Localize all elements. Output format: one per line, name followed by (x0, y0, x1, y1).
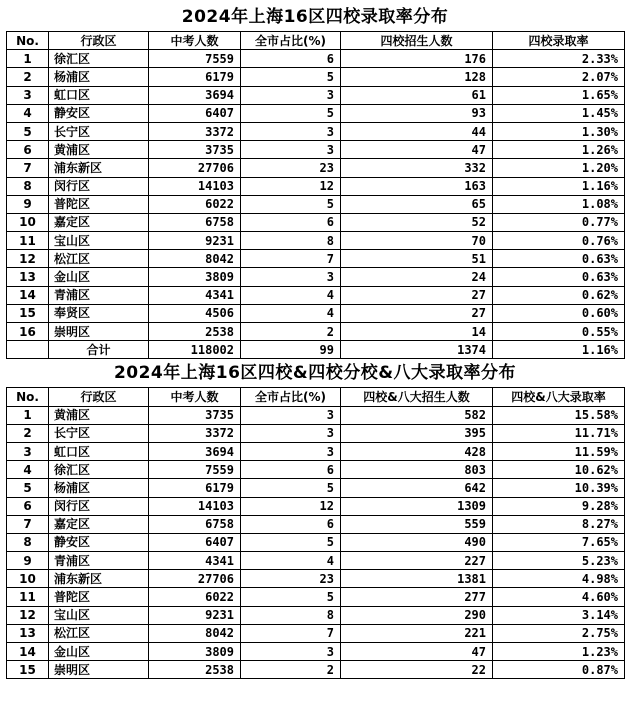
cell-no: 8 (7, 177, 49, 195)
table-row (7, 461, 625, 479)
cell-enrolled: 176 (341, 50, 493, 68)
cell-no: 14 (7, 643, 49, 661)
cell-city-share: 3 (241, 424, 341, 442)
table-row (7, 533, 625, 551)
cell-admission-rate: 15.58% (493, 406, 625, 424)
cell-no: 4 (7, 461, 49, 479)
cell-enrolled: 61 (341, 86, 493, 104)
cell-no: 12 (7, 250, 49, 268)
cell-district: 徐汇区 (49, 461, 149, 479)
table-row (7, 304, 625, 322)
cell-district: 长宁区 (49, 122, 149, 140)
cell-exam-count: 6407 (149, 533, 241, 551)
cell-enrolled: 428 (341, 442, 493, 460)
cell-city-share: 2 (241, 661, 341, 679)
cell-district: 宝山区 (49, 606, 149, 624)
table-row (7, 515, 625, 533)
cell-city-share: 3 (241, 141, 341, 159)
column-header-city-share: 全市占比(%) (241, 32, 341, 50)
cell-district: 黄浦区 (49, 141, 149, 159)
cell-city-share: 6 (241, 213, 341, 231)
total-row (7, 341, 625, 359)
cell-enrolled: 47 (341, 141, 493, 159)
table-row (7, 323, 625, 341)
cell-admission-rate: 0.55% (493, 323, 625, 341)
cell-enrolled: 22 (341, 661, 493, 679)
cell-exam-count: 6179 (149, 68, 241, 86)
table-row (7, 232, 625, 250)
cell-exam-count: 9231 (149, 232, 241, 250)
column-header-enrolled: 四校&八大招生人数 (341, 388, 493, 406)
section-four-schools (6, 4, 624, 359)
document-body (6, 4, 624, 679)
table-row (7, 68, 625, 86)
cell-district: 杨浦区 (49, 68, 149, 86)
cell-admission-rate: 1.08% (493, 195, 625, 213)
cell-exam-count: 4341 (149, 286, 241, 304)
cell-no: 3 (7, 86, 49, 104)
cell-exam-count: 3372 (149, 424, 241, 442)
cell-no: 2 (7, 424, 49, 442)
cell-no: 11 (7, 232, 49, 250)
table-row (7, 406, 625, 424)
cell-exam-count: 6758 (149, 213, 241, 231)
cell-city-share: 5 (241, 68, 341, 86)
header-row (7, 32, 625, 50)
cell-district: 崇明区 (49, 661, 149, 679)
cell-enrolled: 1309 (341, 497, 493, 515)
cell-admission-rate: 7.65% (493, 533, 625, 551)
total-cell-enrolled: 1374 (341, 341, 493, 359)
cell-district: 黄浦区 (49, 406, 149, 424)
cell-district: 浦东新区 (49, 159, 149, 177)
cell-district: 闵行区 (49, 497, 149, 515)
cell-exam-count: 4341 (149, 552, 241, 570)
column-header-exam-count: 中考人数 (149, 32, 241, 50)
cell-exam-count: 6758 (149, 515, 241, 533)
cell-no: 13 (7, 268, 49, 286)
cell-enrolled: 290 (341, 606, 493, 624)
cell-enrolled: 44 (341, 122, 493, 140)
cell-city-share: 4 (241, 304, 341, 322)
cell-exam-count: 27706 (149, 159, 241, 177)
cell-enrolled: 559 (341, 515, 493, 533)
column-header-enrolled: 四校招生人数 (341, 32, 493, 50)
cell-exam-count: 6407 (149, 104, 241, 122)
cell-district: 宝山区 (49, 232, 149, 250)
cell-district: 长宁区 (49, 424, 149, 442)
cell-admission-rate: 1.30% (493, 122, 625, 140)
cell-city-share: 3 (241, 406, 341, 424)
cell-enrolled: 93 (341, 104, 493, 122)
cell-district: 青浦区 (49, 286, 149, 304)
cell-exam-count: 9231 (149, 606, 241, 624)
cell-exam-count: 8042 (149, 250, 241, 268)
cell-enrolled: 803 (341, 461, 493, 479)
table-row (7, 570, 625, 588)
cell-district: 杨浦区 (49, 479, 149, 497)
cell-enrolled: 227 (341, 552, 493, 570)
cell-enrolled: 490 (341, 533, 493, 551)
cell-city-share: 3 (241, 86, 341, 104)
cell-enrolled: 65 (341, 195, 493, 213)
cell-city-share: 5 (241, 533, 341, 551)
cell-admission-rate: 10.62% (493, 461, 625, 479)
cell-exam-count: 3694 (149, 442, 241, 460)
table-row (7, 424, 625, 442)
cell-exam-count: 3809 (149, 268, 241, 286)
cell-no: 14 (7, 286, 49, 304)
cell-enrolled: 332 (341, 159, 493, 177)
cell-city-share: 4 (241, 552, 341, 570)
column-header-admission-rate: 四校录取率 (493, 32, 625, 50)
cell-enrolled: 27 (341, 304, 493, 322)
cell-no: 1 (7, 406, 49, 424)
cell-city-share: 5 (241, 104, 341, 122)
cell-exam-count: 3735 (149, 141, 241, 159)
table-row (7, 552, 625, 570)
cell-enrolled: 1381 (341, 570, 493, 588)
cell-admission-rate: 1.16% (493, 177, 625, 195)
cell-admission-rate: 11.71% (493, 424, 625, 442)
cell-enrolled: 47 (341, 643, 493, 661)
cell-city-share: 3 (241, 122, 341, 140)
column-header-district: 行政区 (49, 32, 149, 50)
cell-admission-rate: 0.62% (493, 286, 625, 304)
cell-city-share: 12 (241, 497, 341, 515)
cell-no: 15 (7, 304, 49, 322)
cell-admission-rate: 1.20% (493, 159, 625, 177)
cell-no: 5 (7, 122, 49, 140)
cell-exam-count: 7559 (149, 461, 241, 479)
cell-admission-rate: 10.39% (493, 479, 625, 497)
cell-enrolled: 51 (341, 250, 493, 268)
cell-district: 松江区 (49, 624, 149, 642)
cell-no: 3 (7, 442, 49, 460)
cell-no: 6 (7, 497, 49, 515)
cell-no: 5 (7, 479, 49, 497)
table-row (7, 86, 625, 104)
cell-city-share: 6 (241, 50, 341, 68)
cell-enrolled: 24 (341, 268, 493, 286)
total-cell-district: 合计 (49, 341, 149, 359)
cell-no: 1 (7, 50, 49, 68)
table-title: 2024年上海16区四校&四校分校&八大录取率分布 (113, 363, 517, 384)
cell-exam-count: 3809 (149, 643, 241, 661)
cell-district: 静安区 (49, 104, 149, 122)
cell-city-share: 5 (241, 588, 341, 606)
cell-district: 金山区 (49, 268, 149, 286)
cell-district: 青浦区 (49, 552, 149, 570)
cell-no: 9 (7, 195, 49, 213)
cell-district: 徐汇区 (49, 50, 149, 68)
column-header-exam-count: 中考人数 (149, 388, 241, 406)
cell-enrolled: 163 (341, 177, 493, 195)
total-cell-exam-count: 118002 (149, 341, 241, 359)
cell-admission-rate: 4.60% (493, 588, 625, 606)
cell-admission-rate: 1.45% (493, 104, 625, 122)
cell-city-share: 12 (241, 177, 341, 195)
cell-district: 虹口区 (49, 86, 149, 104)
cell-enrolled: 277 (341, 588, 493, 606)
cell-exam-count: 7559 (149, 50, 241, 68)
cell-no: 10 (7, 570, 49, 588)
column-header-district: 行政区 (49, 388, 149, 406)
cell-city-share: 23 (241, 159, 341, 177)
cell-no: 13 (7, 624, 49, 642)
cell-exam-count: 3372 (149, 122, 241, 140)
table-row (7, 250, 625, 268)
table-row (7, 588, 625, 606)
cell-admission-rate: 11.59% (493, 442, 625, 460)
cell-district: 嘉定区 (49, 213, 149, 231)
cell-city-share: 7 (241, 624, 341, 642)
cell-city-share: 23 (241, 570, 341, 588)
cell-no: 8 (7, 533, 49, 551)
cell-enrolled: 221 (341, 624, 493, 642)
table-row (7, 50, 625, 68)
column-header-admission-rate: 四校&八大录取率 (493, 388, 625, 406)
table-row (7, 104, 625, 122)
cell-admission-rate: 0.77% (493, 213, 625, 231)
cell-no: 7 (7, 515, 49, 533)
admission-table-four-schools-and-eight (6, 387, 625, 679)
table-row (7, 159, 625, 177)
cell-admission-rate: 9.28% (493, 497, 625, 515)
column-header-no: No. (7, 32, 49, 50)
cell-no: 16 (7, 323, 49, 341)
cell-district: 虹口区 (49, 442, 149, 460)
cell-no: 9 (7, 552, 49, 570)
table-row (7, 268, 625, 286)
table-row (7, 141, 625, 159)
table-row (7, 177, 625, 195)
cell-city-share: 3 (241, 442, 341, 460)
cell-district: 松江区 (49, 250, 149, 268)
column-header-no: No. (7, 388, 49, 406)
cell-admission-rate: 0.63% (493, 268, 625, 286)
table-row (7, 122, 625, 140)
cell-enrolled: 395 (341, 424, 493, 442)
cell-city-share: 5 (241, 195, 341, 213)
cell-district: 普陀区 (49, 588, 149, 606)
table-row (7, 213, 625, 231)
cell-admission-rate: 0.60% (493, 304, 625, 322)
cell-district: 奉贤区 (49, 304, 149, 322)
cell-admission-rate: 5.23% (493, 552, 625, 570)
cell-admission-rate: 1.65% (493, 86, 625, 104)
cell-exam-count: 6022 (149, 588, 241, 606)
section-four-schools-and-eight (6, 360, 624, 679)
cell-exam-count: 27706 (149, 570, 241, 588)
cell-district: 嘉定区 (49, 515, 149, 533)
cell-admission-rate: 0.87% (493, 661, 625, 679)
table-row (7, 497, 625, 515)
header-row (7, 388, 625, 406)
cell-district: 金山区 (49, 643, 149, 661)
table-row (7, 643, 625, 661)
cell-district: 静安区 (49, 533, 149, 551)
table-row (7, 286, 625, 304)
cell-exam-count: 3694 (149, 86, 241, 104)
cell-no: 4 (7, 104, 49, 122)
cell-city-share: 7 (241, 250, 341, 268)
table-row (7, 624, 625, 642)
cell-city-share: 3 (241, 268, 341, 286)
cell-exam-count: 2538 (149, 661, 241, 679)
cell-city-share: 4 (241, 286, 341, 304)
cell-enrolled: 128 (341, 68, 493, 86)
cell-city-share: 2 (241, 323, 341, 341)
cell-admission-rate: 4.98% (493, 570, 625, 588)
cell-exam-count: 2538 (149, 323, 241, 341)
cell-admission-rate: 3.14% (493, 606, 625, 624)
cell-exam-count: 8042 (149, 624, 241, 642)
cell-enrolled: 582 (341, 406, 493, 424)
cell-admission-rate: 2.33% (493, 50, 625, 68)
cell-admission-rate: 0.76% (493, 232, 625, 250)
cell-enrolled: 27 (341, 286, 493, 304)
cell-enrolled: 14 (341, 323, 493, 341)
table-title: 2024年上海16区四校录取率分布 (181, 7, 449, 27)
cell-enrolled: 70 (341, 232, 493, 250)
cell-city-share: 8 (241, 606, 341, 624)
cell-admission-rate: 2.75% (493, 624, 625, 642)
cell-district: 崇明区 (49, 323, 149, 341)
table-row (7, 479, 625, 497)
cell-no: 2 (7, 68, 49, 86)
cell-district: 普陀区 (49, 195, 149, 213)
table-row (7, 442, 625, 460)
cell-city-share: 6 (241, 515, 341, 533)
cell-admission-rate: 8.27% (493, 515, 625, 533)
cell-admission-rate: 0.63% (493, 250, 625, 268)
cell-exam-count: 3735 (149, 406, 241, 424)
total-cell-no (7, 341, 49, 359)
admission-table-four-schools (6, 31, 625, 359)
cell-enrolled: 52 (341, 213, 493, 231)
cell-admission-rate: 1.23% (493, 643, 625, 661)
cell-city-share: 8 (241, 232, 341, 250)
cell-exam-count: 6022 (149, 195, 241, 213)
table-row (7, 606, 625, 624)
cell-no: 6 (7, 141, 49, 159)
cell-no: 10 (7, 213, 49, 231)
table-row (7, 661, 625, 679)
cell-district: 浦东新区 (49, 570, 149, 588)
cell-city-share: 5 (241, 479, 341, 497)
table-row (7, 195, 625, 213)
cell-city-share: 6 (241, 461, 341, 479)
cell-no: 12 (7, 606, 49, 624)
cell-no: 11 (7, 588, 49, 606)
column-header-city-share: 全市占比(%) (241, 388, 341, 406)
cell-district: 闵行区 (49, 177, 149, 195)
total-cell-city-share: 99 (241, 341, 341, 359)
cell-city-share: 3 (241, 643, 341, 661)
cell-admission-rate: 1.26% (493, 141, 625, 159)
cell-enrolled: 642 (341, 479, 493, 497)
total-cell-admission-rate: 1.16% (493, 341, 625, 359)
cell-exam-count: 14103 (149, 497, 241, 515)
cell-exam-count: 4506 (149, 304, 241, 322)
cell-no: 7 (7, 159, 49, 177)
cell-exam-count: 14103 (149, 177, 241, 195)
cell-exam-count: 6179 (149, 479, 241, 497)
cell-admission-rate: 2.07% (493, 68, 625, 86)
cell-no: 15 (7, 661, 49, 679)
